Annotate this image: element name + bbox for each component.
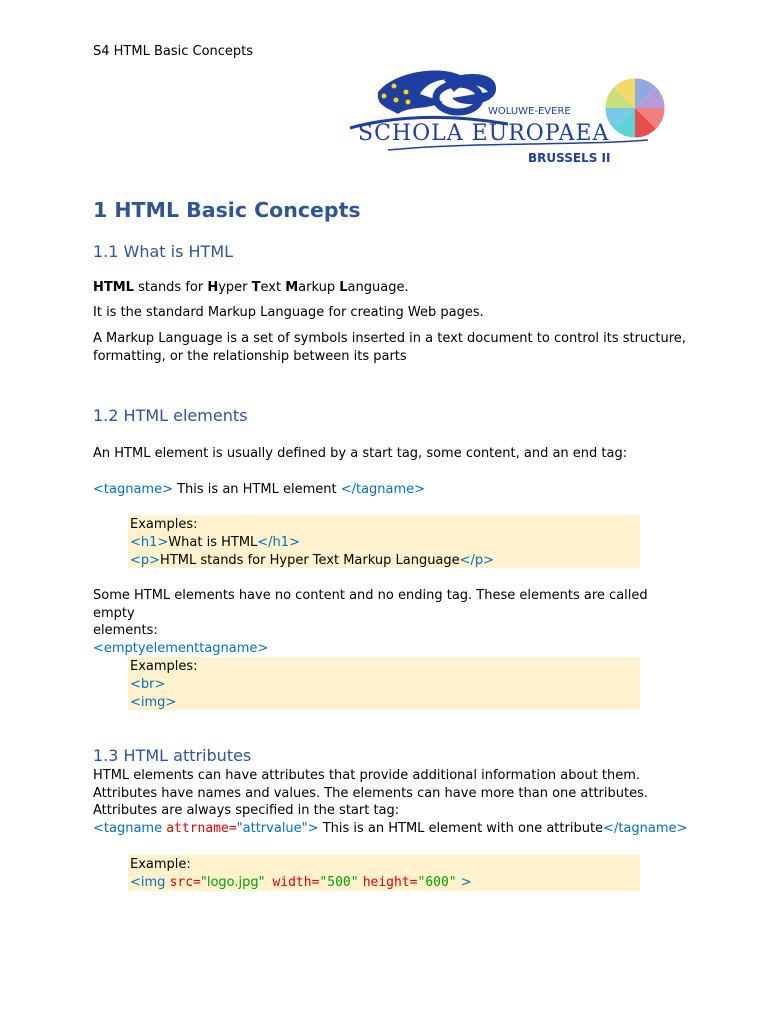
html-definition: HTML stands for Hyper Text Markup Language. [93, 280, 409, 295]
school-logo [348, 62, 673, 172]
logo-woluwe: WOLUWE-EVERE [488, 106, 571, 117]
section-1-3-title: 1.3 HTML attributes [93, 746, 252, 765]
empty-elements-text: Some HTML elements have no content and no ending tag. These elements are called empty elements: <emptyelementtagname> [93, 588, 648, 656]
section-1-2-title: 1.2 HTML elements [93, 406, 248, 425]
example-box-3: Example: <img src="logo.jpg" width="500" height="600" > [128, 855, 640, 891]
attributes-text: HTML elements can have attributes that provide additional information about them. Attributes have names and values. The elements can have more than one attributes. Attributes are always specified in the start tag: <tagname attrname="attrvalue"> This is an HTML element with one attribute</tagname> [93, 768, 688, 836]
color-wheel-icon [605, 78, 665, 138]
section-1-1-title: 1.1 What is HTML [93, 242, 234, 261]
examples-box-1: Examples: <h1>What is HTML</h1> <p>HTML stands for Hyper Text Markup Language</p> [128, 515, 640, 568]
logo-brussels: BRUSSELS II [528, 151, 611, 165]
element-intro: An HTML element is usually defined by a start tag, some content, and an end tag: [93, 446, 628, 461]
element-syntax: <tagname> This is an HTML element </tagname> [93, 482, 426, 497]
logo-schola: SCHOLA EUROPAEA [358, 121, 610, 146]
markup-definition: A Markup Language is a set of symbols inserted in a text document to control its structure, formatting, or the relationship between its parts [93, 331, 686, 364]
page-header: S4 HTML Basic Concepts [93, 44, 254, 59]
section-1-title: 1 HTML Basic Concepts [93, 198, 361, 222]
standard-markup-text: It is the standard Markup Language for creating Web pages. [93, 305, 484, 320]
examples-box-2: Examples: <br> <img> [128, 657, 640, 710]
